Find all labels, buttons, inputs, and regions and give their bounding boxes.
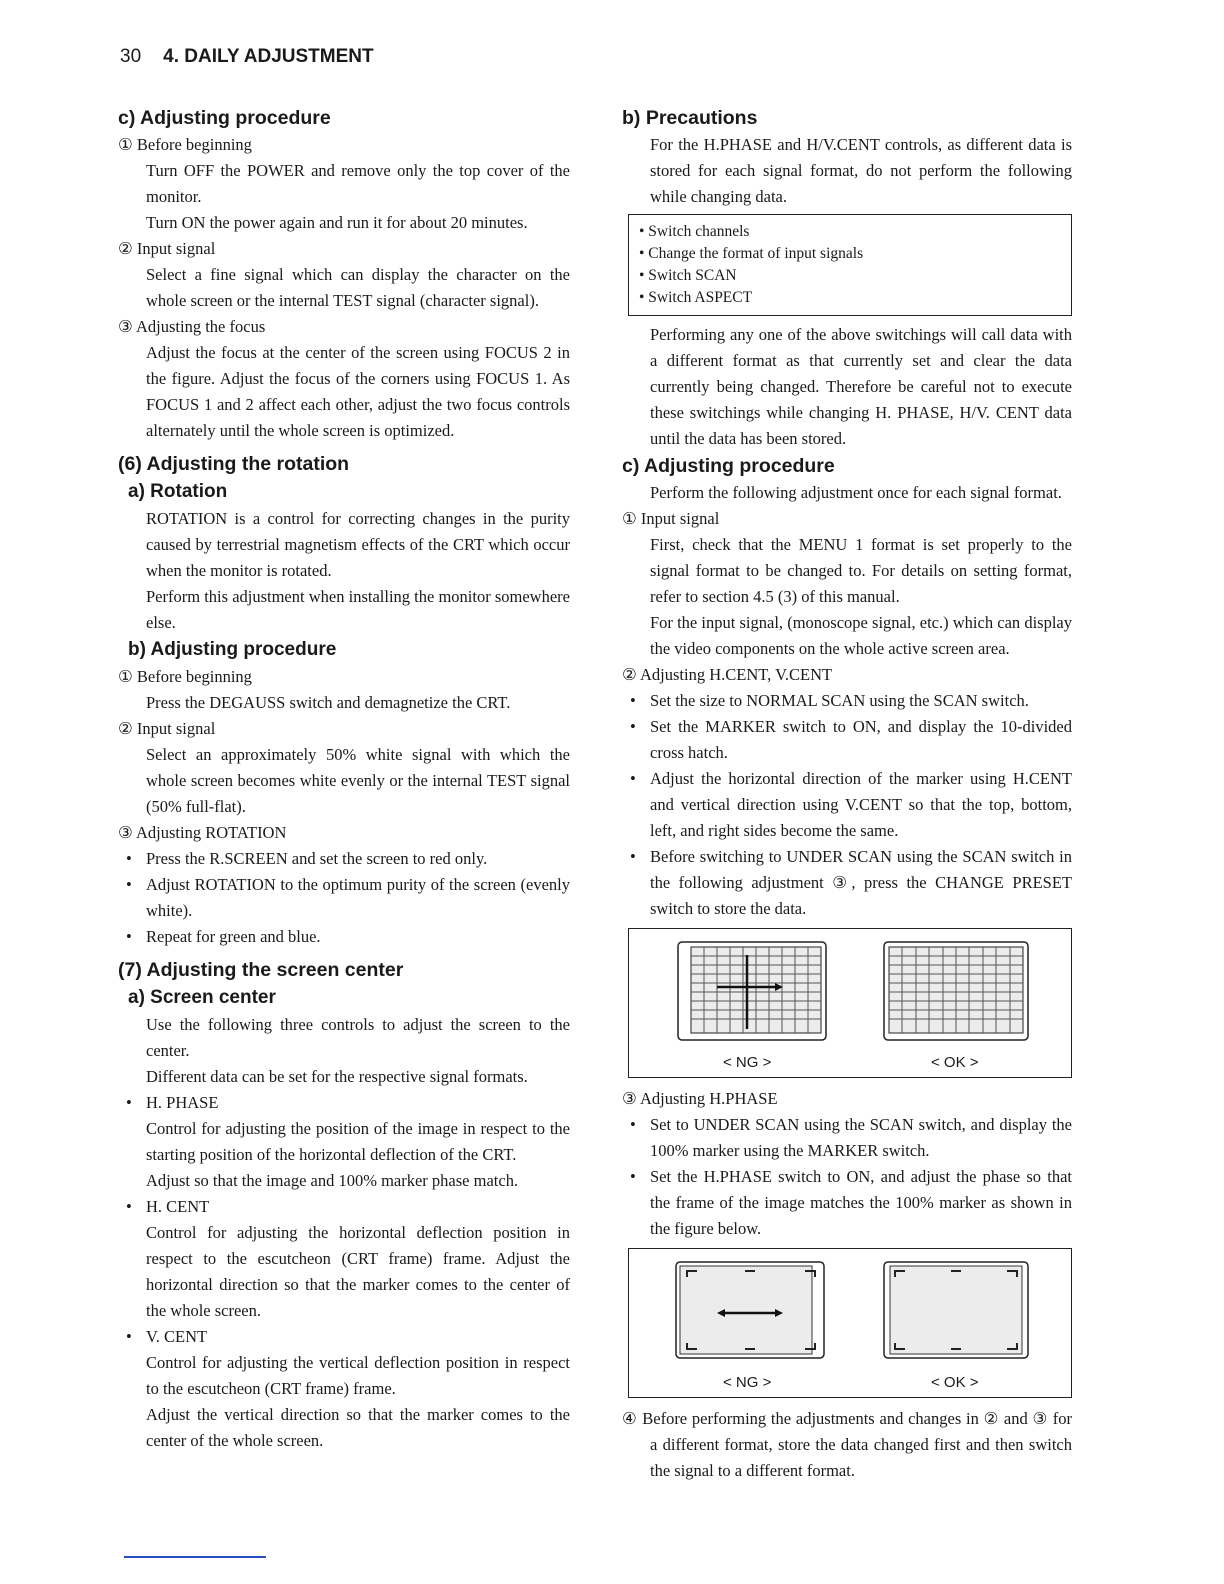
paragraph: Control for adjusting the position of the image in respect to the starting position of the horizontal deflection of the CRT.: [146, 1119, 570, 1164]
step-label: ② Input signal: [118, 719, 216, 738]
crosshatch-ng-diagram: [677, 941, 829, 1043]
section-title: b) Precautions: [622, 107, 758, 129]
subsection-title: a) Screen center: [128, 987, 276, 1008]
paragraph: Turn ON the power again and run it for about 20 minutes.: [146, 213, 528, 232]
paragraph: Turn OFF the POWER and remove only the top cover of the monitor.: [146, 161, 570, 206]
bullet-item: • Before switching to UNDER SCAN using the SCAN switch in the following adjustment ③, press the CHANGE PRESET switch to store the data.: [622, 844, 1072, 922]
bullet-item: • Set the H.PHASE switch to ON, and adjust the phase so that the frame of the image matches the 100% marker as shown in the figure below.: [622, 1164, 1072, 1242]
paragraph: First, check that the MENU 1 format is set properly to the signal format to be changed to. For details on setting format, refer to section 4.5 (3) of this manual.: [650, 535, 1072, 606]
section-title: c) Adjusting procedure: [118, 107, 331, 129]
step-label: ① Before beginning: [118, 135, 252, 154]
paragraph: Adjust the focus at the center of the screen using FOCUS 2 in the figure. Adjust the focus of the corners using FOCUS 1. As FOCUS 1 and 2 affect each other, adjust the two focus controls alternately until the whole screen is optimized.: [146, 343, 570, 440]
paragraph: Press the DEGAUSS switch and demagnetize the CRT.: [146, 693, 511, 712]
step-label: ① Before beginning: [118, 667, 252, 686]
paragraph: Perform the following adjustment once for each signal format.: [650, 483, 1062, 502]
page-number: 30: [120, 46, 142, 67]
section-title: (6) Adjusting the rotation: [118, 453, 350, 475]
phase-ok-diagram: [883, 1261, 1031, 1361]
subsection-title: b) Adjusting procedure: [128, 639, 337, 660]
step-label: ② Adjusting H.CENT, V.CENT: [622, 665, 833, 684]
step-label: ② Input signal: [118, 239, 216, 258]
phase-figure: [628, 1248, 1072, 1398]
box-item: • Switch SCAN: [639, 267, 737, 284]
footer-line: [124, 1556, 266, 1558]
paragraph: Performing any one of the above switchings will call data with a different format as that currently set and clear the data currently being changed. Therefore be careful not to execute these switchings while changing H. PHASE, H/V. CENT data until the data has been stored.: [650, 325, 1072, 448]
step-label: ③ Adjusting the focus: [118, 317, 266, 336]
box-item: • Change the format of input signals: [639, 245, 864, 262]
crosshatch-ok-diagram: [883, 941, 1031, 1043]
bullet-item: • Set the size to NORMAL SCAN using the SCAN switch.: [622, 688, 1072, 714]
paragraph: For the H.PHASE and H/V.CENT controls, as different data is stored for each signal format, do not perform the following while changing data.: [650, 135, 1072, 206]
paragraph: For the input signal, (monoscope signal, etc.) which can display the video components on the whole active screen area.: [650, 613, 1072, 658]
section-title: (7) Adjusting the screen center: [118, 959, 404, 981]
step-label: ③ Adjusting ROTATION: [118, 823, 287, 842]
figure-label-ng: < NG >: [723, 1054, 772, 1071]
step-label: ③ Adjusting H.PHASE: [622, 1089, 778, 1108]
page-header: [120, 46, 374, 68]
bullet-item: • Press the R.SCREEN and set the screen to red only.: [118, 846, 570, 872]
box-item: • Switch ASPECT: [639, 289, 753, 306]
bullet-item: • Repeat for green and blue.: [118, 924, 570, 950]
crosshatch-figure: [628, 928, 1072, 1078]
paragraph: Select a fine signal which can display the character on the whole screen or the internal TEST signal (character signal).: [146, 265, 570, 310]
paragraph: Perform this adjustment when installing the monitor somewhere else.: [146, 587, 570, 632]
subsection-title: a) Rotation: [128, 481, 228, 502]
paragraph: Select an approximately 50% white signal with which the whole screen becomes white evenly or the internal TEST signal (50% full-flat).: [146, 745, 570, 816]
step-label: ④ Before performing the adjustments and changes in ② and ③ for a different format, store the data changed first and then switch the signal to a different format.: [622, 1409, 1072, 1480]
paragraph: ROTATION is a control for correcting changes in the purity caused by terrestrial magnetism effects of the CRT which occur when the monitor is rotated.: [146, 509, 570, 580]
bullet-item: • Adjust the horizontal direction of the marker using H.CENT and vertical direction using V.CENT so that the top, bottom, left, and right sides become the same.: [622, 766, 1072, 844]
figure-label-ok: < OK >: [931, 1374, 979, 1391]
precaution-box: [628, 214, 1072, 316]
right-column: [622, 104, 1072, 1484]
step-label: ① Input signal: [622, 509, 720, 528]
chapter-title: 4. DAILY ADJUSTMENT: [163, 46, 374, 67]
section-title: c) Adjusting procedure: [622, 455, 835, 477]
bullet-item: • V. CENT: [118, 1324, 570, 1350]
bullet-item: • Set to UNDER SCAN using the SCAN switch, and display the 100% marker using the MARKER switch.: [622, 1112, 1072, 1164]
paragraph: Use the following three controls to adjust the screen to the center.: [146, 1015, 570, 1060]
box-item: • Switch channels: [639, 223, 750, 240]
bullet-item: • Adjust ROTATION to the optimum purity of the screen (evenly white).: [118, 872, 570, 924]
bullet-item: • Set the MARKER switch to ON, and display the 10-divided cross hatch.: [622, 714, 1072, 766]
figure-label-ng: < NG >: [723, 1374, 772, 1391]
paragraph: Different data can be set for the respective signal formats.: [146, 1067, 528, 1086]
paragraph: Control for adjusting the vertical deflection position in respect to the escutcheon (CRT frame) frame.: [146, 1353, 570, 1398]
left-column: [118, 104, 570, 1454]
bullet-item: • H. PHASE: [118, 1090, 570, 1116]
paragraph: Adjust the vertical direction so that the marker comes to the center of the whole screen.: [146, 1405, 570, 1450]
paragraph: Adjust so that the image and 100% marker phase match.: [146, 1171, 519, 1190]
paragraph: Control for adjusting the horizontal deflection position in respect to the escutcheon (CRT frame) frame. Adjust the horizontal direction so that the marker comes to the center of the whole screen.: [146, 1223, 570, 1320]
figure-label-ok: < OK >: [931, 1054, 979, 1071]
bullet-item: • H. CENT: [118, 1194, 570, 1220]
phase-ng-diagram: [675, 1261, 827, 1361]
